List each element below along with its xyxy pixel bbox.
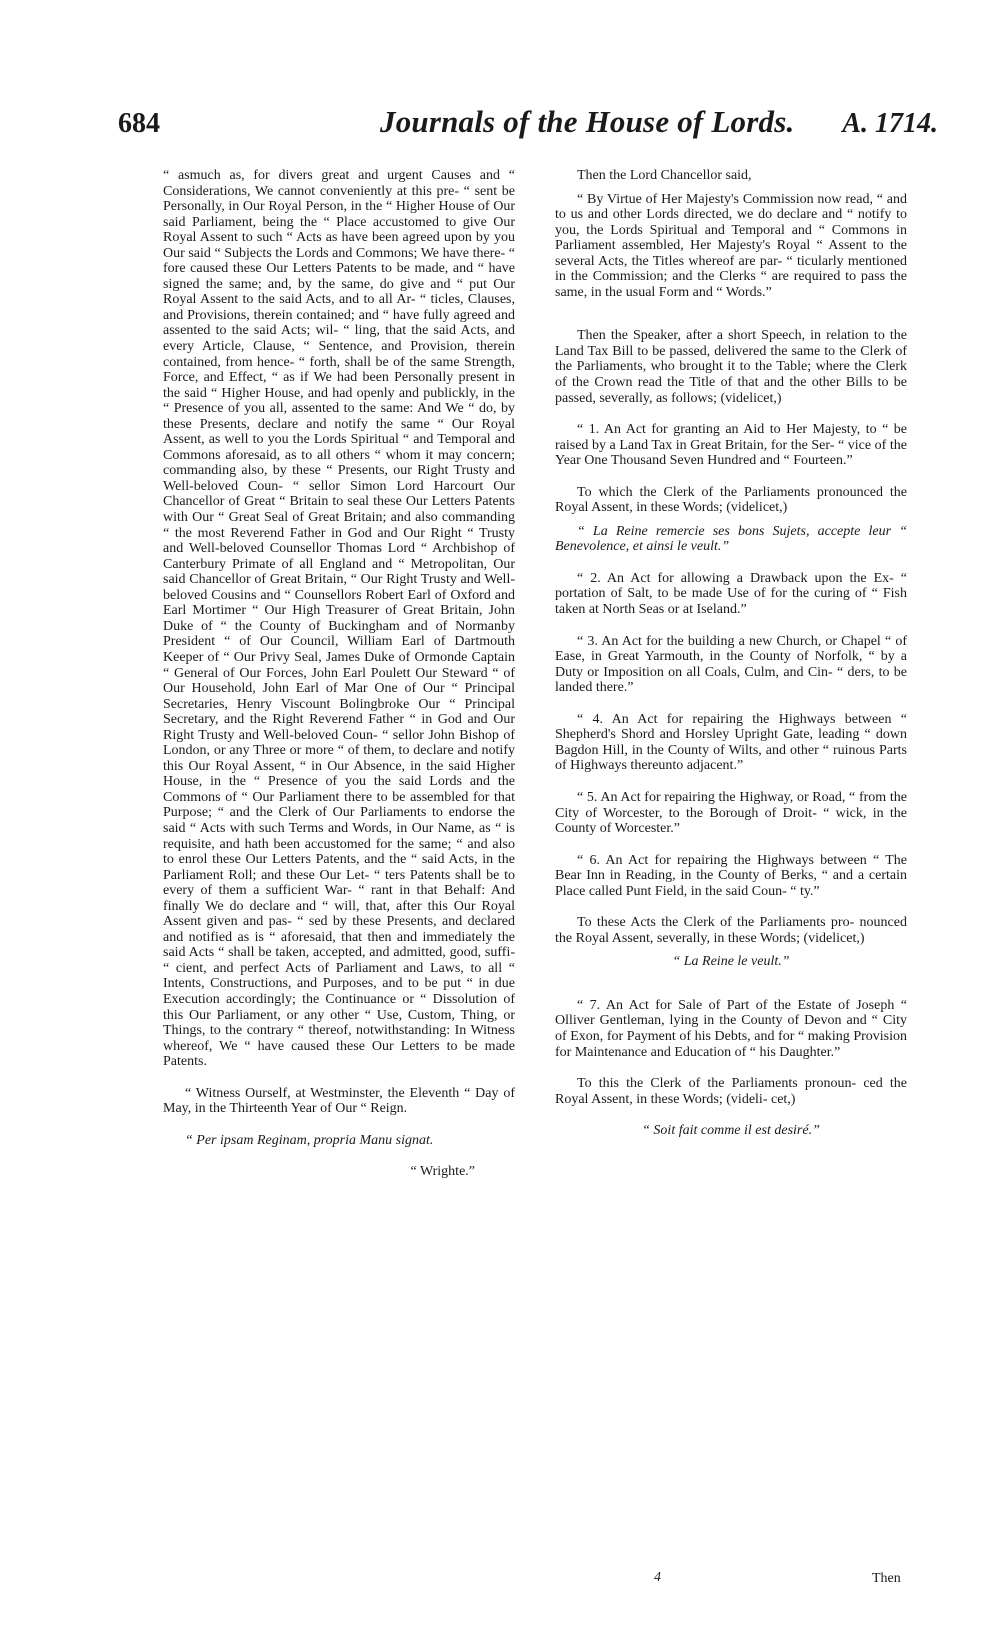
catchword: Then	[872, 1571, 901, 1586]
chancellor-speech: “ By Virtue of Her Majesty's Commission now read, “ and to us and other Lords directed, we do declare and “ notify to you, the Lords Spiritual and Temporal and “ Commons in Parliament assembled, Her Majesty's Royal “ Assent to the several Acts, the Titles whereof are par- “ ticularly mentioned in the Commission; and the Clerks “ are required to pass the same, in the usual Form and “ Words.”	[555, 191, 907, 300]
page-header	[118, 104, 938, 148]
act-6: “ 6. An Act for repairing the Highways between “ The Bear Inn in Reading, in the County of Berks, “ and a certain Place called Punt Field, in the said Coun- “ ty.”	[555, 852, 907, 899]
signature-mark: 4	[654, 1570, 661, 1585]
commission-text: “ asmuch as, for divers great and urgent Causes and “ Considerations, We cannot conveniently at this pre- “ sent be Personally, in Our Royal Person, in the “ Higher House of Our said Parliament, being the “ Place accustomed to give Our Royal Assent to such “ Acts as have been agreed upon by you Our said “ Subjects the Lords and Commons; We have there- “ fore caused these Our Letters Patents to be made, and “ have signed the same; and, by the same, do give and “ put Our Royal Assent to the said Acts, and to all Ar- “ ticles, Clauses, and Provisions, therein contained; and “ have fully agreed and assented to the said Acts; wil- “ ling, that the said Acts, and every Article, Clause, “ Sentence, and Provision, therein contained, from hence- “ forth, shall be of the same Strength, Force, and Effect, “ as if We had been Personally present in the said “ Higher House, and had openly and publickly, in the “ Presence of you all, assented to the same: And We “ do, by these Presents, declare and notify the same “ Our Royal Assent, as well to you the Lords Spiritual “ and Temporal and Commons aforesaid, as to all others “ whom it may concern; commanding also, by these “ Presents, our Right Trusty and Well-beloved Coun- “ sellor Simon Lord Harcourt Our Chancellor of Great “ Britain to seal these Our Letters Patents with Our “ Great Seal of Great Britain; and also commanding “ the most Reverend Father in God and Our Right “ Trusty and Well-beloved Counsellor Thomas Lord “ Archbishop of Canterbury Primate of all England and “ Metropolitan, Our said Chancellor of Great Britain, “ Our Right Trusty and Well-beloved Cousins and “ Counsellors Robert Earl of Oxford and Earl Mortimer “ Our High Treasurer of Great Britain, John Duke of “ the County of Buckingham and of Normanby President “ of Our Council, William Earl of Dartmouth Keeper of “ Our Privy Seal, James Duke of Ormonde Captain “ General of Our Forces, John Earl Poulett Our Steward “ of Our Household, John Earl of Mar One of Our “ Principal Secretaries, Henry Viscount Bolingbroke Our “ Principal Secretary, and the Right Reverend Father “ in God and Our Right Trusty and Well-beloved Coun- “ sellor John Bishop of London, or any Three or more “ of them, to declare and notify this Our Royal Assent, “ in Our Absence, in the said Higher House, in the “ Presence of you the said Lords and the Commons of “ Our Parliament there to be assembled for that Purpose; “ and the Clerk of Our Parliaments to endorse the said “ Acts with such Terms and Words, in Our Name, as “ is requisite, and hath been accustomed for the same; “ and also to enrol these Our Letters Patents, and the “ said Acts, in the Parliament Roll; and these Our Let- “ ters Patents shall be to every of them a sufficient War- “ rant in that Behalf: And finally We do declare and “ will, that, after this Our Royal Assent given and pas- “ sed by these Presents, and declared and notified as is “ aforesaid, that then and immediately the said Acts “ shall be taken, accepted, and admitted, good, suffi- “ cient, and perfect Acts of Parliament and Laws, to all “ Intents, Constructions, and Purposes, and to be put “ in due Execution accordingly; the Continuance or “ Dissolution of this Our Parliament, or any other “ Use, Custom, Thing, or Things, to the contrary “ thereof, notwithstanding: In Witness whereof, We “ have caused these Our Letters to be made Patents.	[163, 168, 515, 1070]
witness-clause: “ Witness Ourself, at Westminster, the Eleventh “ Day of May, in the Thirteenth Year of Our “ Reign.	[163, 1085, 515, 1117]
right-column	[555, 168, 907, 1139]
page-year: A. 1714.	[842, 108, 938, 139]
speaker-paragraph: Then the Speaker, after a short Speech, in relation to the Land Tax Bill to be passed, delivered the same to the Clerk of the Parliaments, who brought it to the Table; where the Clerk of the Crown read the Title of that and the other Bills to be passed, severally, as follows; (videlicet,)	[555, 328, 907, 406]
act-1: “ 1. An Act for granting an Aid to Her Majesty, to “ be raised by a Land Tax in Great Britain, for the Ser- “ vice of the Year One Thousand Seven Hundred and “ Fourteen.”	[555, 422, 907, 469]
assent-1-intro: To which the Clerk of the Parliaments pronounced the Royal Assent, in these Words; (videlicet,)	[555, 484, 907, 516]
assent-2-intro: To these Acts the Clerk of the Parliaments pro- nounced the Royal Assent, severally, in these Words; (videlicet,)	[555, 915, 907, 946]
chancellor-said: Then the Lord Chancellor said,	[577, 168, 752, 183]
assent-3-words: “ Soit fait comme il est desiré.”	[642, 1123, 820, 1139]
assent-1-words: “ La Reine remercie ses bons Sujets, accepte leur “ Benevolence, et ainsi le veult.”	[555, 523, 907, 555]
signatory-wrighte: “ Wrighte.”	[410, 1164, 475, 1180]
act-4: “ 4. An Act for repairing the Highways between “ Shepherd's Shord and Horsley Upright Gate, leading “ down Bagdon Hill, in the County of Wilts, and other “ ruinous Parts of Highways thereunto adjacent.”	[555, 711, 907, 774]
running-title: Journals of the House of Lords.	[380, 104, 795, 139]
act-7: “ 7. An Act for Sale of Part of the Estate of Joseph “ Olliver Gentleman, lying in the County of Devon and “ City of Exon, for Payment of his Debts, and for “ making Provision for Maintenance and Education of “ his Daughter.”	[555, 997, 907, 1060]
act-3: “ 3. An Act for the building a new Church, or Chapel “ of Ease, in Great Yarmouth, in the County of Norfolk, “ by a Duty or Imposition on all Coals, Culm, and Cin- “ ders, to be landed there.”	[555, 633, 907, 696]
left-column	[163, 168, 515, 1180]
act-5: “ 5. An Act for repairing the Highway, or Road, “ from the City of Worcester, to the Borough of Droit- “ wick, in the County of Worcester.”	[555, 789, 907, 837]
act-2: “ 2. An Act for allowing a Drawback upon the Ex- “ portation of Salt, to be made Use of for the curing of “ Fish taken at North Seas or at Iseland.”	[555, 570, 907, 618]
assent-3-intro: To this the Clerk of the Parliaments pronoun- ced the Royal Assent, in these Words; (videli- cet,)	[555, 1076, 907, 1107]
per-ipsam-line: “ Per ipsam Reginam, propria Manu signat.	[185, 1132, 434, 1148]
page-number: 684	[118, 108, 160, 139]
assent-2-words: “ La Reine le veult.”	[672, 954, 790, 970]
